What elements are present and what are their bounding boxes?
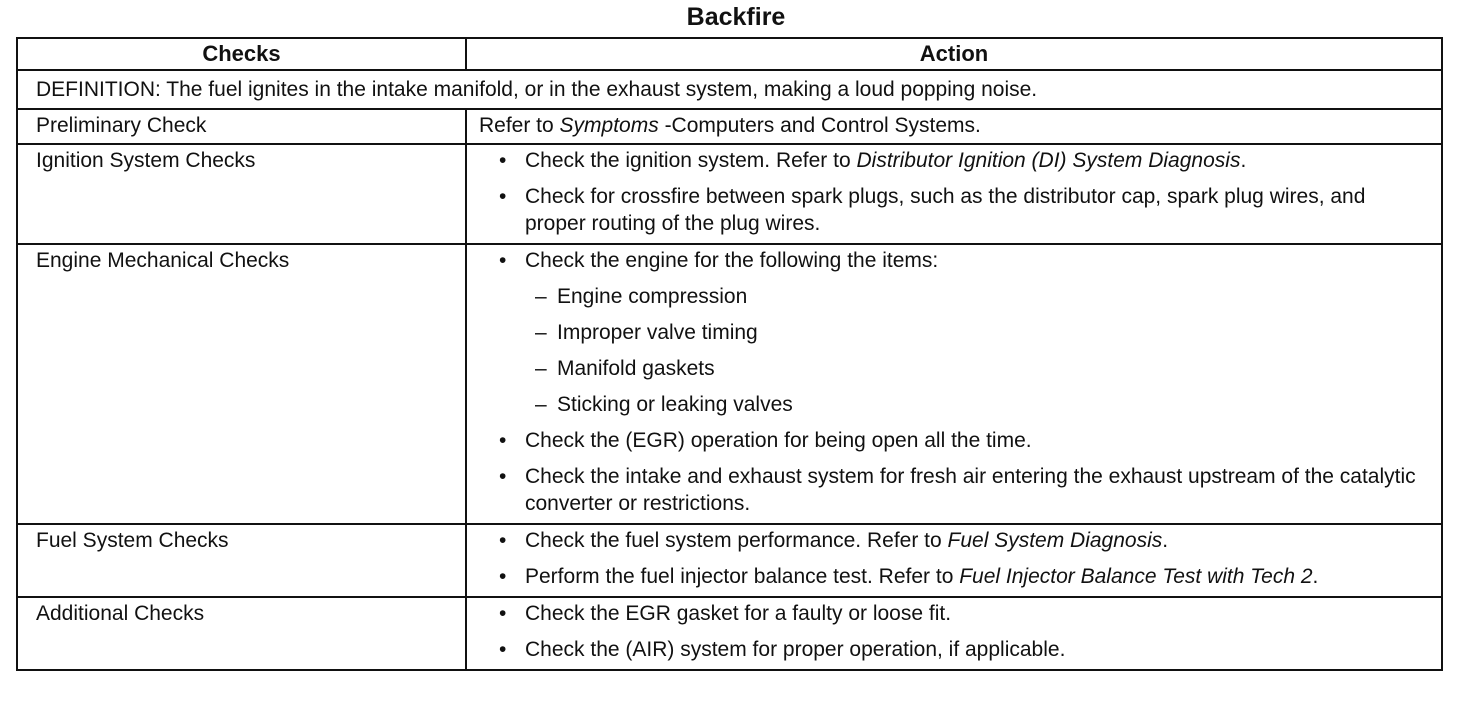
check-name: Preliminary Check [17, 109, 466, 144]
list-item [479, 527, 1423, 554]
page-title: Backfire [686, 3, 786, 31]
list-item [479, 563, 1423, 590]
diagnostic-table [16, 37, 1443, 671]
action-text: -Computers and Control Systems. [658, 114, 981, 137]
action-cell [466, 524, 1442, 597]
bullet-text: Check for crossfire between spark plugs, such as the distributor cap, spark plug wires, and proper routing of the plug wires. [525, 185, 1366, 235]
bullet-text: Check the ignition system. Refer to [525, 149, 857, 172]
list-item [479, 636, 1423, 663]
bullet-text: Perform the fuel injector balance test. Refer to [525, 565, 960, 588]
list-item [479, 427, 1423, 454]
definition-row [17, 70, 1442, 109]
action-cell [466, 144, 1442, 244]
bullet-text: Check the engine for the following the items: [525, 249, 939, 272]
sub-list-item: – Engine compression [525, 283, 1423, 310]
bullet-text: . [1162, 529, 1169, 552]
table-row [17, 597, 1442, 670]
reference-link: Fuel System Diagnosis [947, 529, 1163, 552]
sub-list-item: – Sticking or leaking valves [525, 391, 1423, 418]
bullet-text: Check the intake and exhaust system for fresh air entering the exhaust upstream of the catalytic converter or restrictions. [525, 465, 1416, 515]
bullet-text: Check the fuel system performance. Refer to [525, 529, 948, 552]
definition-text: DEFINITION: The fuel ignites in the intake manifold, or in the exhaust system, making a loud popping noise. [17, 70, 1442, 109]
bullet-text: Check the (EGR) operation for being open all the time. [525, 429, 1032, 452]
table-row [17, 524, 1442, 597]
check-name: Ignition System Checks [17, 144, 466, 244]
list-item [479, 147, 1423, 174]
bullet-text: . [1312, 565, 1319, 588]
action-text: Refer to [479, 114, 560, 137]
action-cell [466, 244, 1442, 524]
reference-link: Symptoms [559, 114, 659, 137]
reference-link: Fuel Injector Balance Test with Tech 2 [959, 565, 1313, 588]
list-item [479, 183, 1423, 237]
check-name: Engine Mechanical Checks [17, 244, 466, 524]
bullet-text: . [1240, 149, 1247, 172]
table-row [17, 144, 1442, 244]
list-item [479, 463, 1423, 517]
table-row [17, 244, 1442, 524]
sub-list-item: – Improper valve timing [525, 319, 1423, 346]
check-name: Additional Checks [17, 597, 466, 670]
action-column-header: Action [466, 38, 1442, 70]
reference-link: Distributor Ignition (DI) System Diagnosis [856, 149, 1241, 172]
sub-list-item: – Manifold gaskets [525, 355, 1423, 382]
action-cell [466, 597, 1442, 670]
list-item [479, 600, 1423, 627]
check-name: Fuel System Checks [17, 524, 466, 597]
bullet-text: Check the EGR gasket for a faulty or loose fit. [525, 602, 952, 625]
header-row [17, 38, 1442, 70]
table-row [17, 109, 1442, 144]
bullet-text: Check the (AIR) system for proper operation, if applicable. [525, 638, 1066, 661]
checks-column-header: Checks [17, 38, 466, 70]
action-cell [466, 109, 1442, 144]
list-item [479, 247, 1423, 418]
